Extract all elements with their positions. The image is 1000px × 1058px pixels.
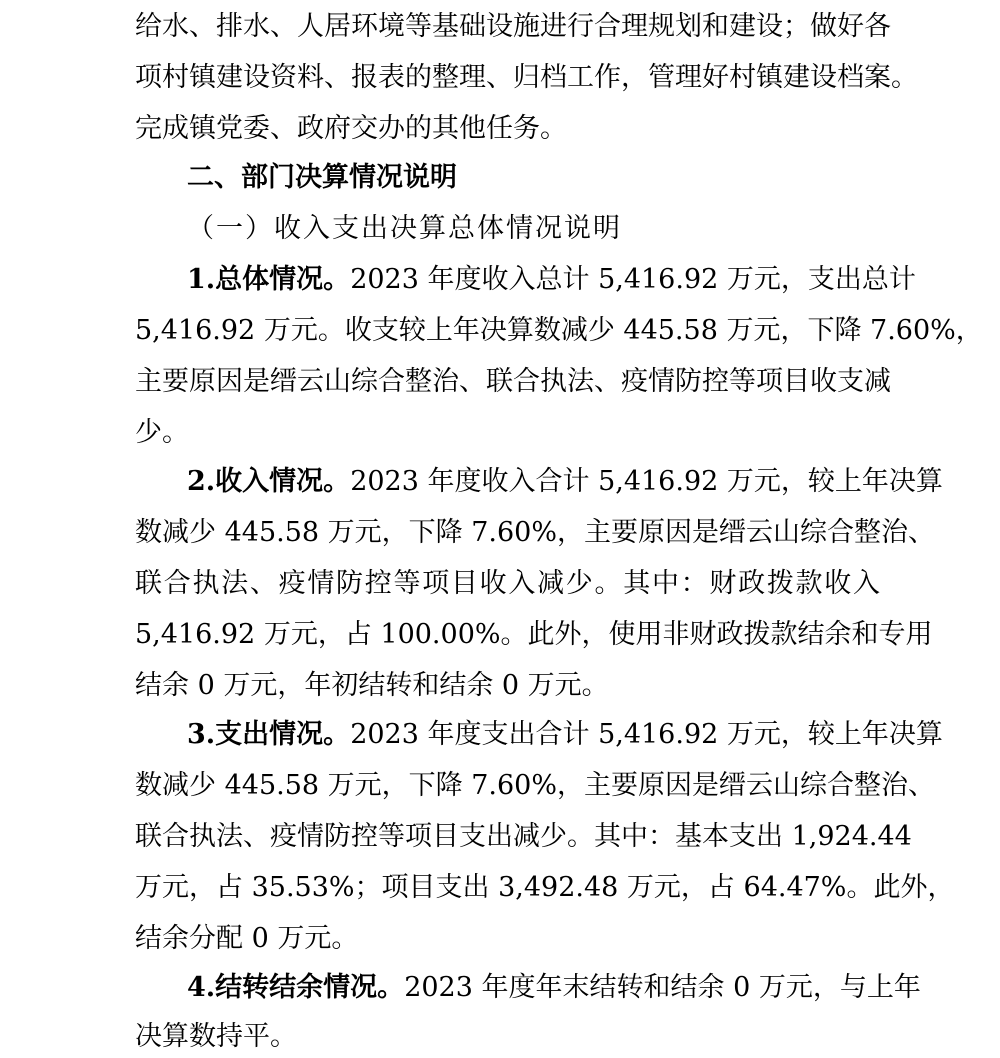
section-heading: 二、部门决算情况说明: [187, 162, 457, 193]
p3-line-4: 万元，占 35.53%；项目支出 3,492.48 万元，占 64.47%。此外，: [135, 872, 955, 903]
p4-line-1-text: 2023 年度年末结转和结余 0 万元，与上年: [404, 972, 921, 1003]
p2-line-1-text: 2023 年度收入合计 5,416.92 万元，较上年决算: [350, 466, 943, 497]
p1-lead: 1.总体情况。: [187, 264, 351, 295]
p2-line-2: 数减少 445.58 万元，下降 7.60%，主要原因是缙云山综合整治、: [135, 517, 935, 548]
p1-line-1: [187, 263, 916, 297]
p1-line-1-text: 2023 年度收入总计 5,416.92 万元，支出总计: [350, 264, 916, 295]
intro-line-3: 完成镇党委、政府交办的其他任务。: [135, 113, 567, 144]
p3-line-5: 结余分配 0 万元。: [135, 923, 359, 954]
p2-lead: 2.收入情况。: [187, 466, 351, 497]
p1-line-3: 主要原因是缙云山综合整治、联合执法、疫情防控等项目收支减: [135, 366, 891, 397]
p3-line-3: 联合执法、疫情防控等项目支出减少。其中：基本支出 1,924.44: [135, 821, 912, 852]
p3-line-1-text: 2023 年度支出合计 5,416.92 万元，较上年决算: [350, 719, 943, 750]
p1-line-4: 少。: [135, 417, 189, 448]
subsection-heading: （一）收入支出决算总体情况说明: [187, 213, 622, 244]
intro-line-2: 项村镇建设资料、报表的整理、归档工作，管理好村镇建设档案。: [135, 62, 918, 93]
p4-line-1: [187, 971, 921, 1005]
p4-line-2: 决算数持平。: [135, 1021, 297, 1052]
p3-line-2: 数减少 445.58 万元，下降 7.60%，主要原因是缙云山综合整治、: [135, 770, 935, 801]
p2-line-4: 5,416.92 万元，占 100.00%。此外，使用非财政拨款结余和专用: [135, 619, 933, 650]
intro-line-1: 给水、排水、人居环境等基础设施进行合理规划和建设；做好各: [135, 11, 891, 42]
p4-lead: 4.结转结余情况。: [187, 972, 405, 1003]
p3-lead: 3.支出情况。: [187, 719, 351, 750]
p2-line-1: [187, 465, 943, 499]
p2-line-3: 联合执法、疫情防控等项目收入减少。其中：财政拨款收入: [135, 568, 880, 599]
p1-line-2: 5,416.92 万元。收支较上年决算数减少 445.58 万元，下降 7.60%，: [135, 315, 983, 346]
p2-line-5: 结余 0 万元，年初结转和结余 0 万元。: [135, 670, 609, 701]
p3-line-1: [187, 718, 943, 752]
